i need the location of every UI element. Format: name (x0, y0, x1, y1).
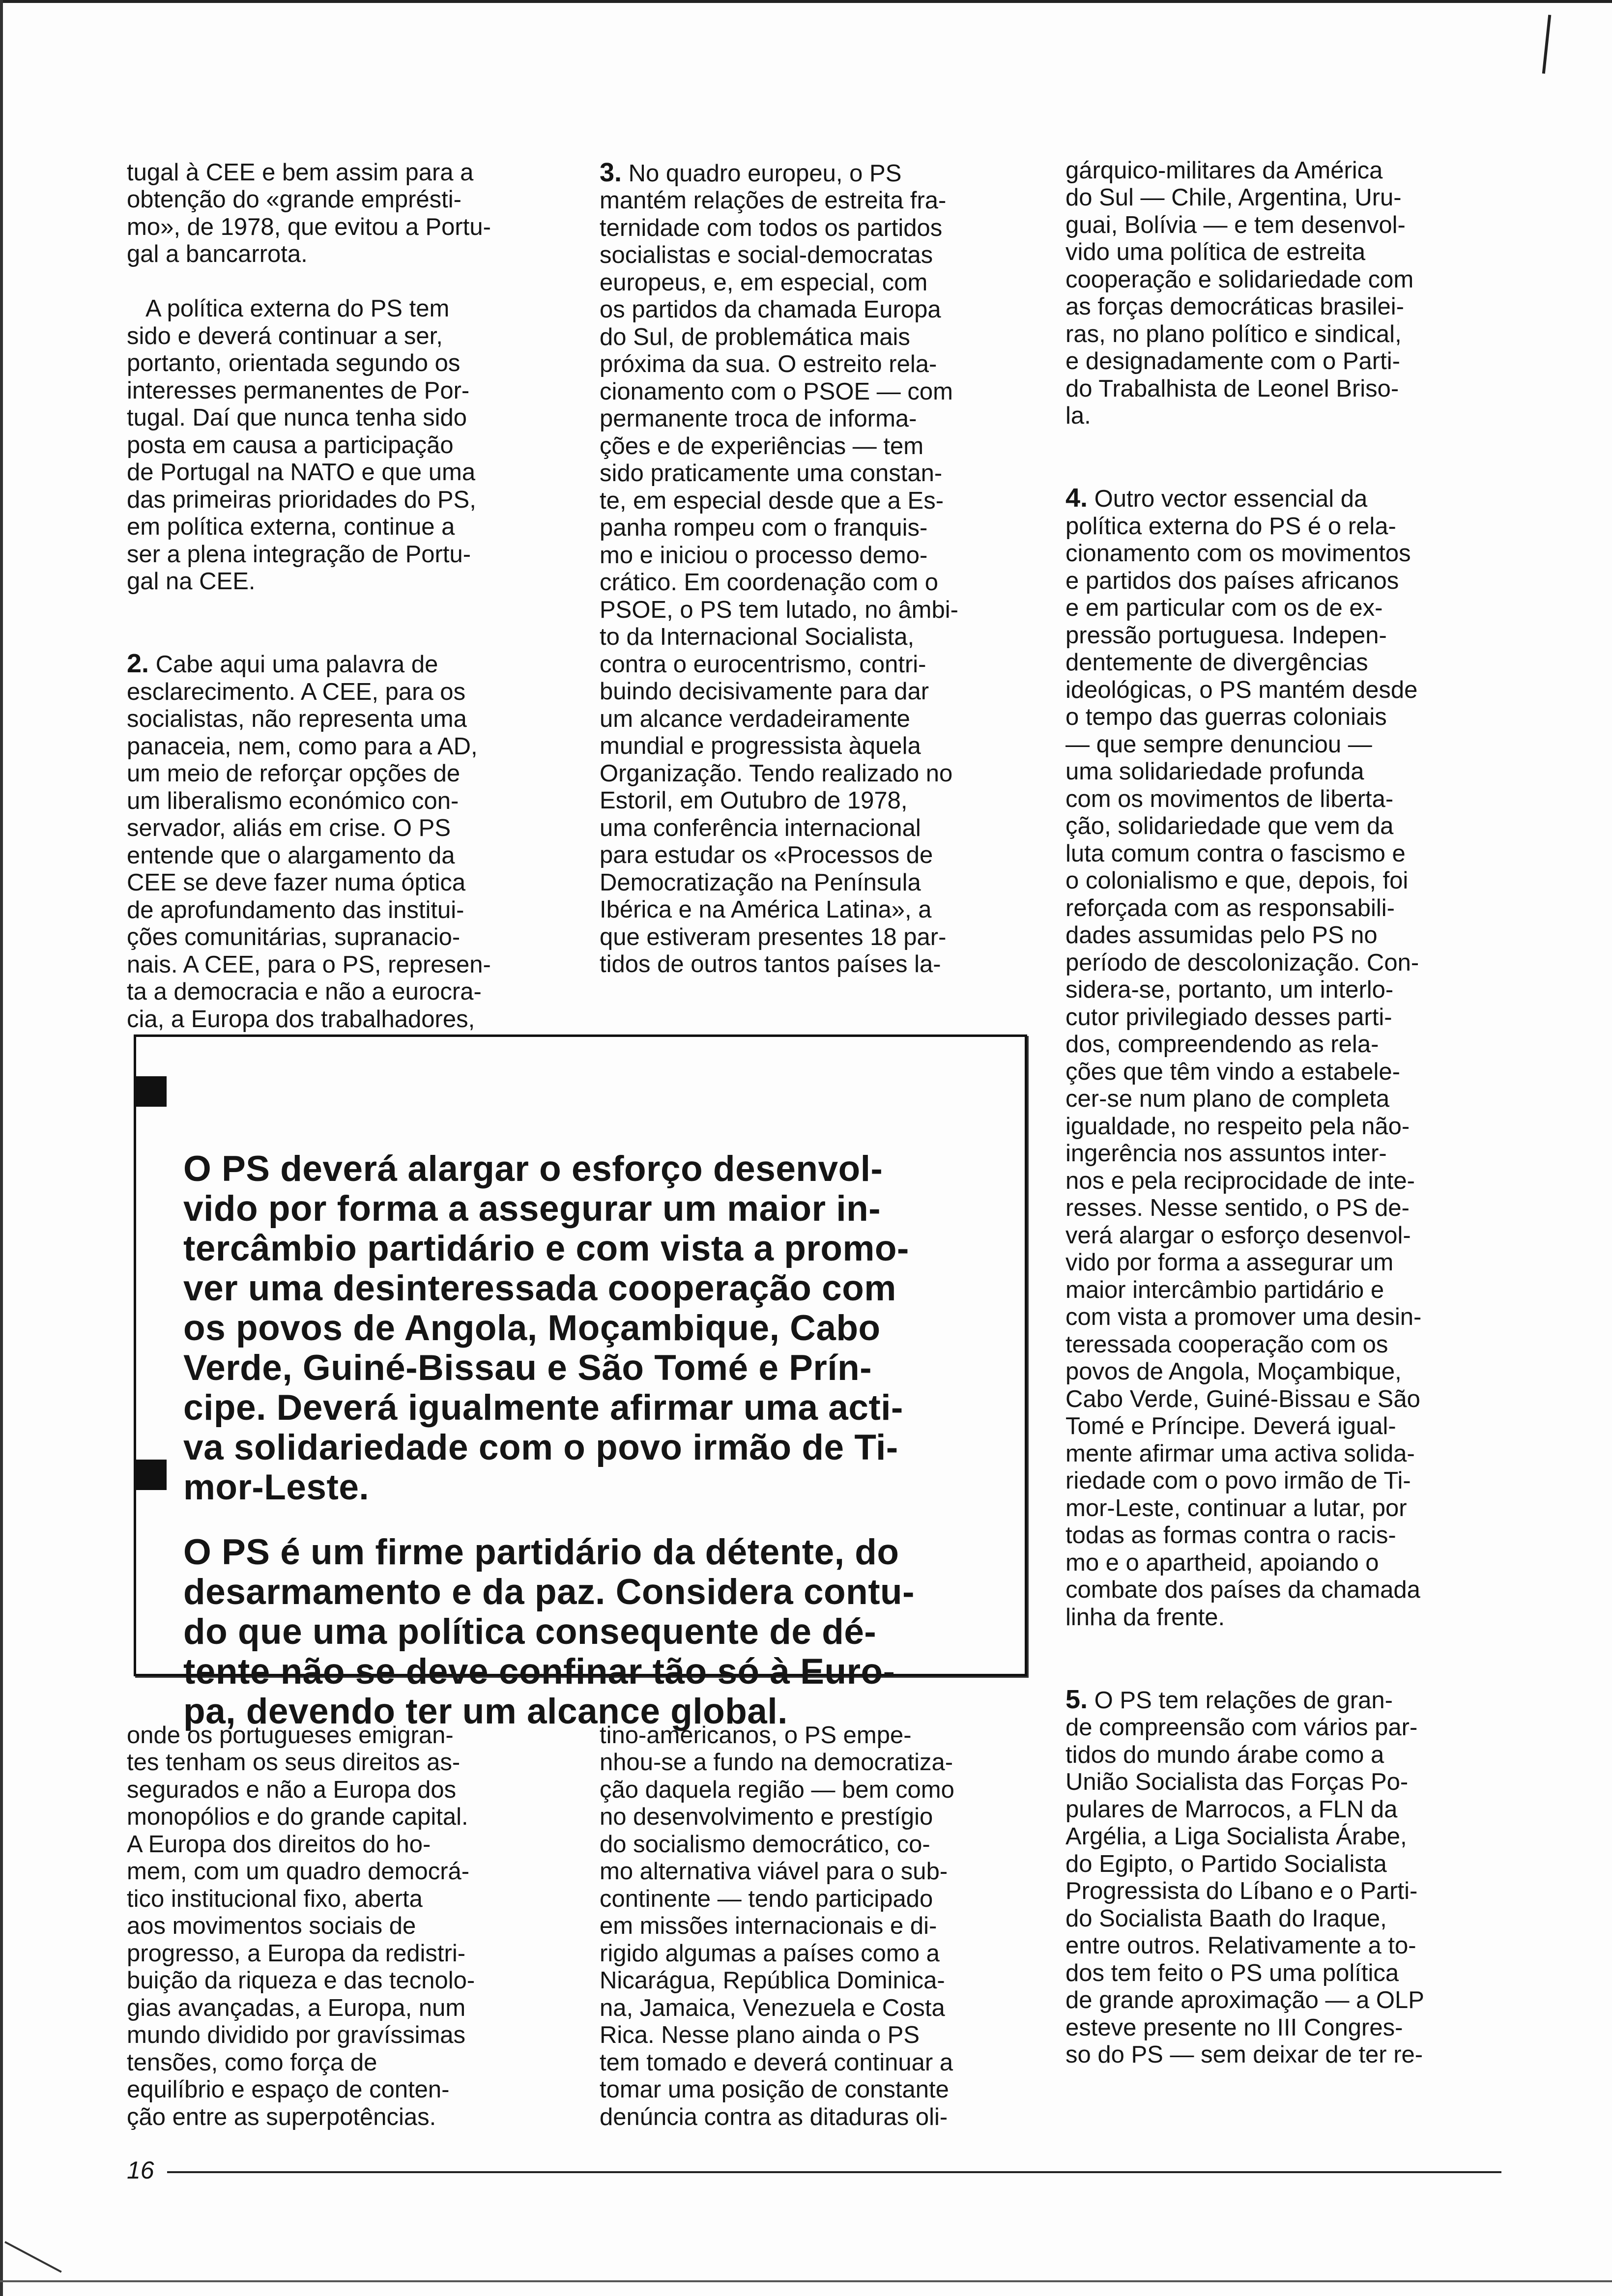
paragraph-text: O PS tem relações de gran- de compreensão com vários par- tidos do mundo árabe como a União Socialista das Forças Po- pulares de Marrocos, a FLN da Argélia, a Liga Socialista Árabe, do Egipto, o Partido Socialista Progressista do Líbano e o Parti- do Socialista Baath do Iraque, entre outros. Relativamente a to- dos tem feito o PS uma política de grande aproximação — a OLP esteve presente no III Congres- so do PS — sem deixar de ter re- (1065, 1687, 1424, 2068)
footer-rule (167, 2171, 1501, 2173)
paragraph-numbered (127, 650, 552, 1033)
paragraph-numbered (1065, 485, 1493, 1631)
column-2-bottom (600, 1694, 1025, 2158)
scan-border-top (0, 0, 1612, 3)
section-number: 3. (600, 157, 622, 187)
column-2-top (600, 132, 1025, 1005)
scan-corner-mark (4, 2241, 62, 2273)
bullet-square-icon (136, 1076, 167, 1107)
callout-text: O PS deverá alargar o esforço desenvol- vido por forma a assegurar um maior in- tercâmbio partidário e com vista a promo- ver uma desinteressada cooperação com os povos de Angola, Moçambique, Cabo Verde, Guiné-Bissau e São Tomé e Prín- cipe. Deverá igualmente afirmar uma acti- va solidariedade com o povo irmão de Ti- mor-Leste. (183, 1149, 909, 1507)
page-number: 16 (127, 2156, 154, 2184)
paragraph: tino-americanos, o PS empe- nhou-se a fundo na democratiza- ção daquela região — bem como no desenvolvimento e prestígio do socialismo democrático, co- mo alternativa viável para o sub- continente — tendo participado em missões internacionais e di- rigido algumas a países como a Nicarágua, República Dominica- na, Jamaica, Venezuela e Costa Rica. Nesse plano ainda o PS tem tomado e deverá continuar a tomar uma posição de constante denúncia contra as ditaduras oli- (600, 1722, 954, 2130)
bullet-square-icon (136, 1460, 167, 1490)
section-number: 4. (1065, 483, 1088, 513)
callout-text: O PS é um firme partidário da détente, do desarmamento e da paz. Considera contu- do que uma política consequente de dé- tente não se deve confinar tão só à Euro- pa, devendo ter um alcance global. (183, 1532, 915, 1731)
column-1-bottom (127, 1694, 564, 2158)
column-3 (1065, 130, 1493, 2096)
scan-mark (1542, 15, 1552, 74)
paragraph-text: Outro vector essencial da política externa do PS é o rela- cionamento com os movimentos e partidos dos países africanos e em particular com os de ex- pressão portuguesa. Indepen- dentemente de divergências ideológicas, o PS mantém desde o tempo das guerras coloniais — que sempre denunciou — uma solidariedade profunda com os movimentos de liberta- ção, solidariedade que vem da luta comum contra o fascismo e o colonialismo e que, depois, foi reforçada com as responsabili- dades assumidas pelo PS no período de descolonização. Con- sidera-se, portanto, um interlo- cutor privilegiado desses parti- dos, compreendendo as rela- ções que têm vindo a estabele- cer-se num plano de completa igualdade, no respeito pela não- ingerência nos assuntos inter- nos e pela reciprocidade de inte- resses. Nesse sentido, o PS de- verá alargar o esforço desenvol- vido por forma a assegurar um maior intercâmbio partidário e com vista a promover uma desin- teressada cooperação com os povos de Angola, Moçambique, Cabo Verde, Guiné-Bissau e São Tomé e Príncipe. Deverá igual- mente afirmar uma activa solida- riedade com o povo irmão de Ti- mor-Leste, continuar a lutar, por todas as formas contra o racis- mo e o apartheid, apoiando o combate dos países da chamada linha da frente. (1065, 486, 1422, 1631)
callout-item (183, 1453, 989, 1731)
column-1-top (127, 132, 552, 1061)
callout-item (183, 1069, 989, 1507)
paragraph-text: Cabe aqui uma palavra de esclarecimento. A CEE, para os socialistas, não representa uma panaceia, nem, como para a AD, um meio de reforçar opções de um liberalismo económico con- servador, aliás em crise. O PS entende que o alargamento da CEE se deve fazer numa óptica de aprofundamento das institui- ções comunitárias, supranacio- nais. A CEE, para o PS, represen- ta a democracia e não a eurocra- cia, a Europa dos trabalhadores, (127, 651, 491, 1033)
paragraph-numbered (1065, 1686, 1493, 2069)
paragraph: A política externa do PS tem sido e deverá continuar a ser, portanto, orientada segundo os interesses permanentes de Por- tugal. Daí que nunca tenha sido posta em causa a participação de Portugal na NATO e que uma das primeiras prioridades do PS, em política externa, continue a ser a plena integração de Portu- gal na CEE. (127, 295, 476, 595)
paragraph: onde os portugueses emigran- tes tenham os seus direitos as- segurados e não a Europa dos monopólios e do grande capital. A Europa dos direitos do ho- mem, com um quadro democrá- tico institucional fixo, aberta aos movimentos sociais de progresso, a Europa da redistri- buição da riqueza e das tecnolo- gias avançadas, a Europa, num mundo dividido por gravíssimas tensões, como força de equilíbrio e espaço de conten- ção entre as superpotências. (127, 1722, 475, 2130)
scan-border-bottom (0, 2280, 1612, 2282)
scan-border-left (0, 0, 3, 2296)
paragraph-numbered (600, 159, 1025, 978)
paragraph-text: No quadro europeu, o PS mantém relações de estreita fra- ternidade com todos os partidos socialistas e social-democratas europeus, e, em especial, com os partidos da chamada Europa do Sul, de problemática mais próxima da sua. O estreito rela- cionamento com o PSOE — com permanente troca de informa- ções e de experiências — tem sido praticamente uma constan- te, em especial desde que a Es- panha rompeu com o franquis- mo e iniciou o processo demo- crático. Em coordenação com o PSOE, o PS tem lutado, no âmbi- to da Internacional Socialista, contra o eurocentrismo, contri- buindo decisivamente para dar um alcance verdadeiramente mundial e progressista àquela Organização. Tendo realizado no Estoril, em Outubro de 1978, uma conferência internacional para estudar os «Processos de Democratização na Península Ibérica e na América Latina», a que estiveram presentes 18 par- tidos de outros tantos países la- (600, 160, 958, 977)
paragraph: gárquico-militares da América do Sul — Chile, Argentina, Uru- guai, Bolívia — e tem desenvol- vido uma política de estreita cooperação e solidariedade com as forças democráticas brasilei- ras, no plano político e sindical, e designadamente com o Parti- do Trabalhista de Leonel Briso- la. (1065, 157, 1414, 429)
section-number: 5. (1065, 1684, 1088, 1714)
section-number: 2. (127, 649, 149, 678)
paragraph: tugal à CEE e bem assim para a obtenção do «grande emprésti- mo», de 1978, que evitou a Portu- gal a bancarrota. (127, 159, 491, 267)
callout-box (134, 1034, 1027, 1731)
